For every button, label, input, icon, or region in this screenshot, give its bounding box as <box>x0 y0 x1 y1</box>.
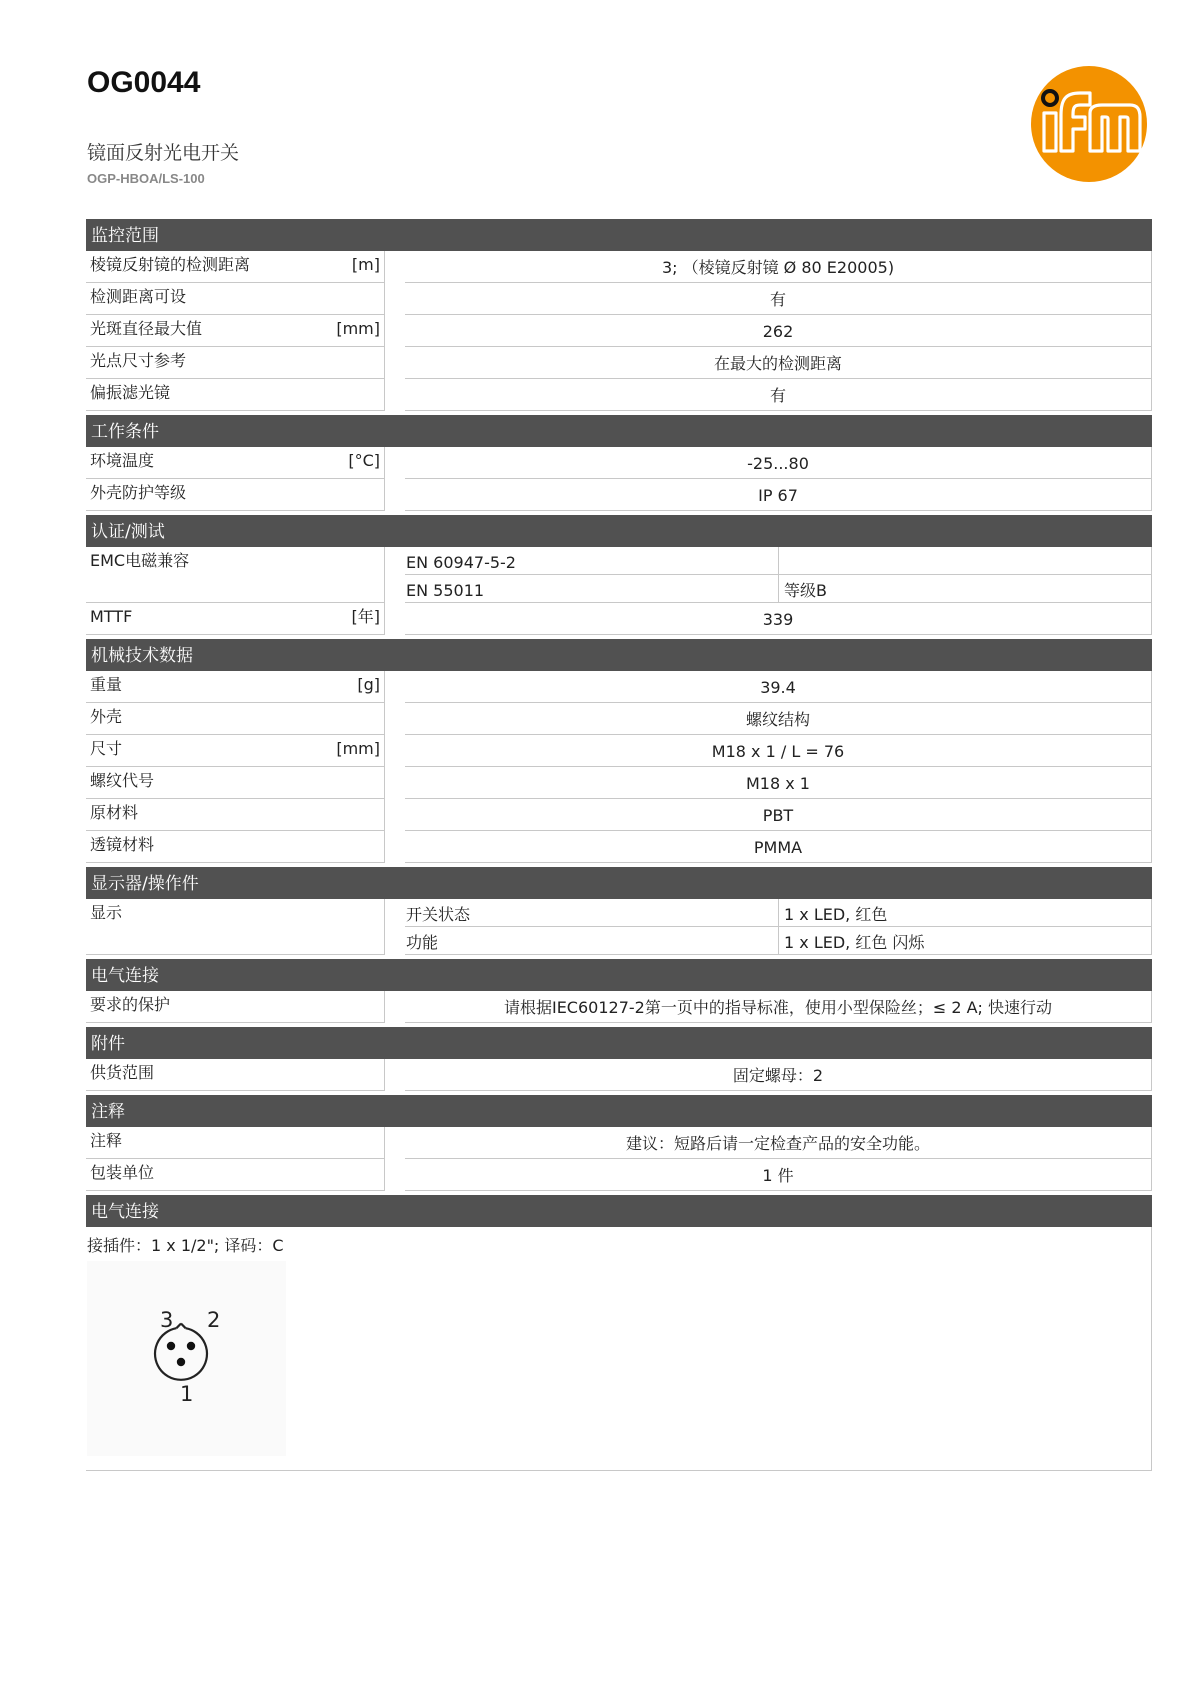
row-value: 建议：短路后请一定检查产品的安全功能。 <box>405 1127 1152 1159</box>
table-row <box>86 1127 1152 1159</box>
row-unit: [年] <box>351 607 380 626</box>
row-label: 螺纹代号 <box>90 771 155 790</box>
row-value: PBT <box>405 799 1152 831</box>
row-label: 光点尺寸参考 <box>90 351 187 370</box>
row-label: 检测距离可设 <box>90 287 187 306</box>
row-unit: [m] <box>351 255 380 274</box>
pin-label-1: 1 <box>180 1382 194 1406</box>
row-label: 环境温度 <box>90 451 155 470</box>
row-value: -25...80 <box>405 447 1152 479</box>
table-row-display <box>86 899 1152 955</box>
row-label: EMC电磁兼容 <box>90 551 190 570</box>
display-value-2: 1 x LED, 红色 闪烁 <box>779 927 1152 955</box>
table-row <box>86 1159 1152 1191</box>
row-label: MTTF <box>90 607 133 626</box>
row-value: M18 x 1 / L = 76 <box>405 735 1152 767</box>
table-row <box>86 251 1152 283</box>
table-row <box>86 831 1152 863</box>
emc-standard-2: EN 55011 <box>405 575 779 603</box>
connector-panel <box>86 1227 1152 1471</box>
row-value: 在最大的检测距离 <box>405 347 1152 379</box>
row-label: 供货范围 <box>90 1063 155 1082</box>
row-label: 外壳防护等级 <box>90 483 187 502</box>
display-item-2: 功能 <box>405 927 779 955</box>
row-label: 重量 <box>90 675 123 694</box>
table-row <box>86 479 1152 511</box>
product-description: 镜面反射光电开关 <box>87 142 240 164</box>
table-row <box>86 347 1152 379</box>
table-row <box>86 315 1152 347</box>
row-label: 透镜材料 <box>90 835 155 854</box>
table-row <box>86 735 1152 767</box>
pin-label-3: 3 <box>160 1308 174 1332</box>
row-value: 339 <box>405 603 1152 635</box>
row-value: PMMA <box>405 831 1152 863</box>
row-label: 外壳 <box>90 707 123 726</box>
product-title: OG0044 <box>87 66 201 99</box>
row-value: 有 <box>405 283 1152 315</box>
table-row <box>86 447 1152 479</box>
row-label: 尺寸 <box>90 739 123 758</box>
row-unit: [mm] <box>336 319 380 338</box>
section-header-electrical-connection: 电气连接 <box>86 1195 1152 1227</box>
section-header-mechanical: 机械技术数据 <box>86 639 1152 671</box>
table-row <box>86 1059 1152 1091</box>
section-header-operating-conditions: 工作条件 <box>86 415 1152 447</box>
row-value: 1 件 <box>405 1159 1152 1191</box>
table-row <box>86 703 1152 735</box>
row-label: 偏振滤光镜 <box>90 383 171 402</box>
table-row-emc <box>86 547 1152 603</box>
row-value: 螺纹结构 <box>405 703 1152 735</box>
row-label: 显示 <box>90 903 123 922</box>
row-value: 有 <box>405 379 1152 411</box>
table-row <box>86 767 1152 799</box>
spec-table <box>86 219 1152 1471</box>
connector-pinout-diagram <box>87 1261 286 1456</box>
row-value: 262 <box>405 315 1152 347</box>
row-unit: [g] <box>357 675 380 694</box>
display-value-1: 1 x LED, 红色 <box>779 899 1152 927</box>
row-value: 请根据IEC60127-2第一页中的指导标准，使用小型保险丝；≤ 2 A; 快速行动 <box>405 991 1152 1023</box>
row-label: 光斑直径最大值 <box>90 319 203 338</box>
display-item-1: 开关状态 <box>405 899 779 927</box>
emc-class-2: 等级B <box>779 575 1152 603</box>
row-value: M18 x 1 <box>405 767 1152 799</box>
row-label: 要求的保护 <box>90 995 171 1014</box>
row-label: 包装单位 <box>90 1163 155 1182</box>
table-row <box>86 283 1152 315</box>
row-value: 3; （棱镜反射镜 Ø 80 E20005) <box>405 251 1152 283</box>
section-header-display: 显示器/操作件 <box>86 867 1152 899</box>
row-value: 固定螺母：2 <box>405 1059 1152 1091</box>
row-value: 39.4 <box>405 671 1152 703</box>
table-row <box>86 799 1152 831</box>
row-unit: [°C] <box>348 451 380 470</box>
section-header-electrical: 电气连接 <box>86 959 1152 991</box>
section-header-accessories: 附件 <box>86 1027 1152 1059</box>
product-code: OGP-HBOA/LS-100 <box>87 171 205 186</box>
row-label: 棱镜反射镜的检测距离 <box>90 255 251 274</box>
pin-label-2: 2 <box>207 1308 221 1332</box>
table-row <box>86 991 1152 1023</box>
row-value: IP 67 <box>405 479 1152 511</box>
row-label: 注释 <box>90 1131 123 1150</box>
section-header-monitoring: 监控范围 <box>86 219 1152 251</box>
connector-description: 接插件：1 x 1/2"; 译码：C <box>87 1236 284 1255</box>
emc-class-1 <box>779 547 1152 575</box>
ifm-logo <box>1030 65 1148 183</box>
emc-standard-1: EN 60947-5-2 <box>405 547 779 575</box>
row-label: 原材料 <box>90 803 139 822</box>
table-row <box>86 603 1152 635</box>
section-header-approvals: 认证/测试 <box>86 515 1152 547</box>
row-unit: [mm] <box>336 739 380 758</box>
table-row <box>86 671 1152 703</box>
section-header-notes: 注释 <box>86 1095 1152 1127</box>
table-row <box>86 379 1152 411</box>
